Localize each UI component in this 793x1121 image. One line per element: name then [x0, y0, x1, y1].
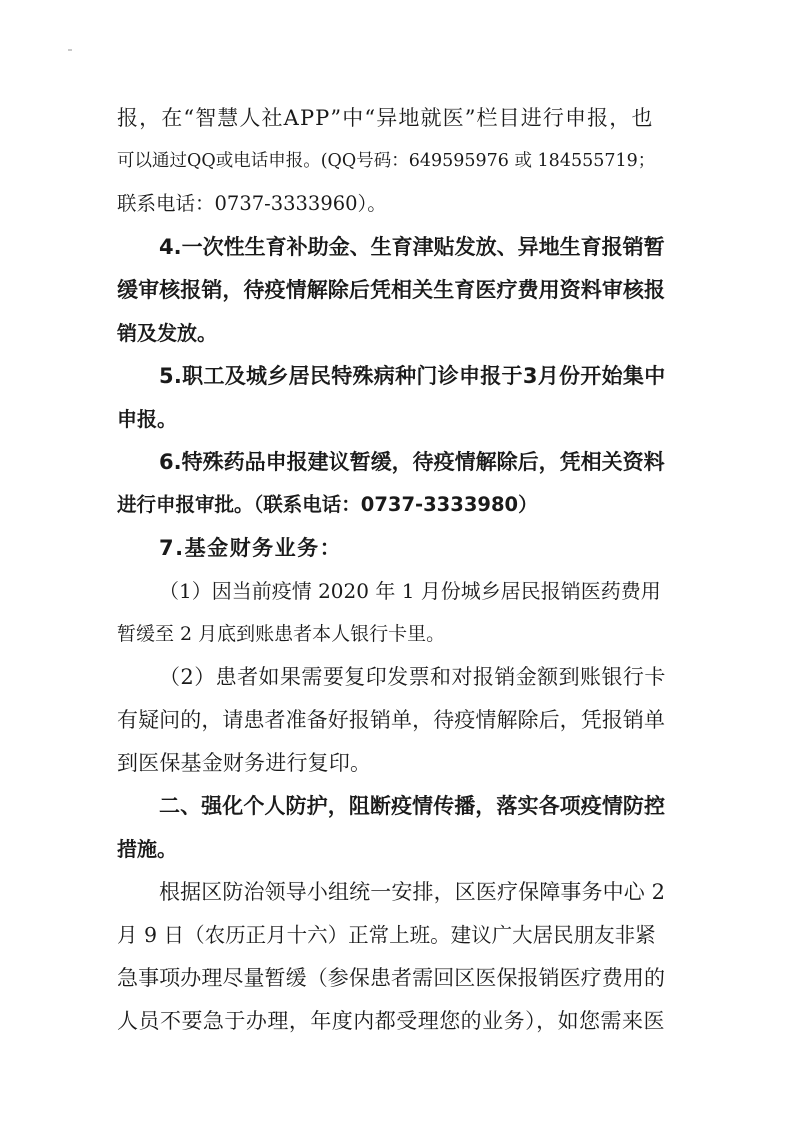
text-line-2: 可以通过QQ或电话申报。(QQ号码：649595976 或 184555719； [117, 151, 656, 171]
body-line-1: 根据区防治领导小组统一安排，区医疗保障事务中心 2 [159, 880, 666, 904]
item-4-line-3: 销及发放。 [117, 321, 217, 345]
section-2-heading-line-1: 二、强化个人防护，阻断疫情传播，落实各项疫情防控 [159, 794, 666, 818]
body-line-2: 月 9 日（农历正月十六）正常上班。建议广大居民朋友非紧 [117, 923, 656, 947]
item-7-sub2-line-3: 到医保基金财务进行复印。 [117, 751, 372, 775]
body-line-4: 人员不要急于办理，年度内都受理您的业务），如您需来医 [117, 1009, 665, 1033]
item-6-line-2: 进行申报审批。（联系电话：0737-3333980） [117, 493, 538, 516]
text-line-3: 联系电话：0737-3333960）。 [117, 192, 387, 215]
item-6-line-1: 6.特殊药品申报建议暂缓，待疫情解除后，凭相关资料 [159, 450, 665, 474]
item-7-sub1-line-1: （1）因当前疫情 2020 年 1 月份城乡居民报销医药费用 [159, 579, 661, 603]
item-4-line-2: 缓审核报销，待疫情解除后凭相关生育医疗费用资料审核报 [117, 278, 666, 302]
item-7-sub1-line-2: 暂缓至 2 月底到账患者本人银行卡里。 [117, 623, 446, 645]
text-line-1: 报，在“智慧人社APP”中“异地就医”栏目进行申报，也 [117, 106, 654, 130]
item-7-sub2-line-2: 有疑问的，请患者准备好报销单，待疫情解除后，凭报销单 [117, 708, 666, 732]
item-5-line-1: 5.职工及城乡居民特殊病种门诊申报于3月份开始集中 [159, 364, 666, 388]
item-5-line-2: 申报。 [117, 407, 177, 431]
item-7-sub2-line-1: （2）患者如果需要复印发票和对报销金额到账银行卡 [159, 665, 666, 689]
body-line-3: 急事项办理尽量暂缓（参保患者需回区医保报销医疗费用的 [117, 966, 666, 990]
item-7-heading: 7.基金财务业务： [159, 536, 343, 560]
item-4-line-1: 4.一次性生育补助金、生育津贴发放、异地生育报销暂 [159, 235, 665, 259]
scan-mark [68, 49, 72, 51]
section-2-heading-line-2: 措施。 [117, 837, 177, 861]
